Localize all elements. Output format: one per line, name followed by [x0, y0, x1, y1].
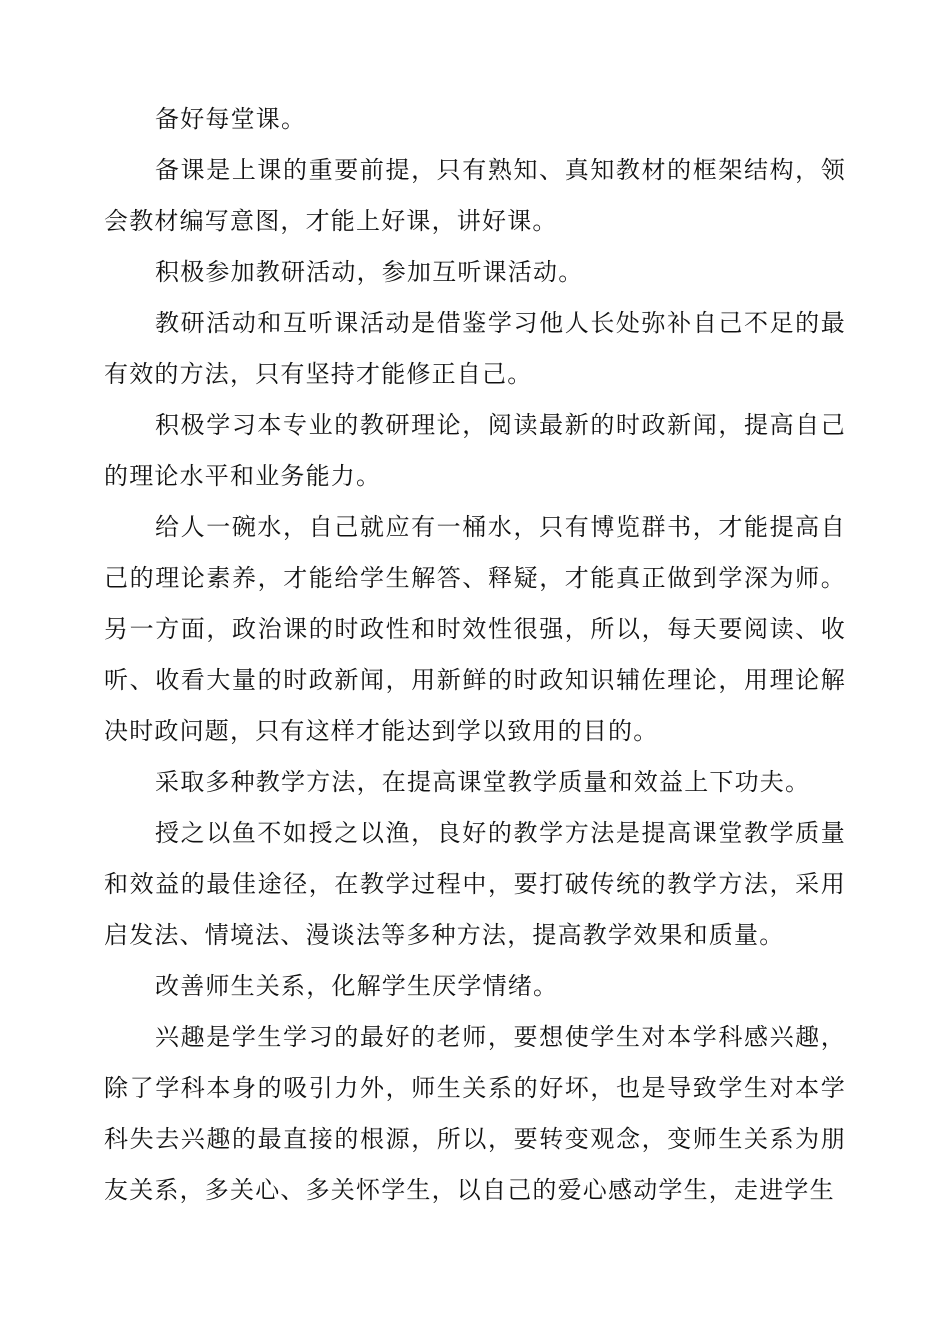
- paragraph-2: 备课是上课的重要前提，只有熟知、真知教材的框架结构，领会教材编写意图，才能上好课，讲好课。: [104, 156, 846, 235]
- paragraph-10: 兴趣是学生学习的最好的老师，要想使学生对本学科感兴趣，除了学科本身的吸引力外，师生关系的好坏，也是导致学生对本学科失去兴趣的最直接的根源，所以，要转变观念，变师生关系为朋友关系，多关心、多关怀学生，以自己的爱心感动学生，走进学生: [104, 1023, 846, 1204]
- paragraph-4: 教研活动和互听课活动是借鉴学习他人长处弥补自己不足的最有效的方法，只有坚持才能修正自己。: [104, 309, 846, 388]
- document-body: [104, 94, 846, 1216]
- paragraph-5: 积极学习本专业的教研理论，阅读最新的时政新闻，提高自己的理论水平和业务能力。: [104, 411, 846, 490]
- paragraph-8: 授之以鱼不如授之以渔，良好的教学方法是提高课堂教学质量和效益的最佳途径，在教学过程中，要打破传统的教学方法，采用启发法、情境法、漫谈法等多种方法，提高教学效果和质量。: [104, 819, 846, 949]
- paragraph-1: 备好每堂课。: [155, 105, 307, 133]
- paragraph-6: 给人一碗水，自己就应有一桶水，只有博览群书，才能提高自己的理论素养，才能给学生解答、释疑，才能真正做到学深为师。另一方面，政治课的时政性和时效性很强，所以，每天要阅读、收听、收看大量的时政新闻，用新鲜的时政知识辅佐理论，用理论解决时政问题，只有这样才能达到学以致用的目的。: [104, 513, 846, 745]
- paragraph-9: 改善师生关系，化解学生厌学情绪。: [155, 972, 559, 1000]
- paragraph-7: 采取多种教学方法，在提高课堂教学质量和效益上下功夫。: [155, 768, 811, 796]
- paragraph-3: 积极参加教研活动，参加互听课活动。: [155, 258, 584, 286]
